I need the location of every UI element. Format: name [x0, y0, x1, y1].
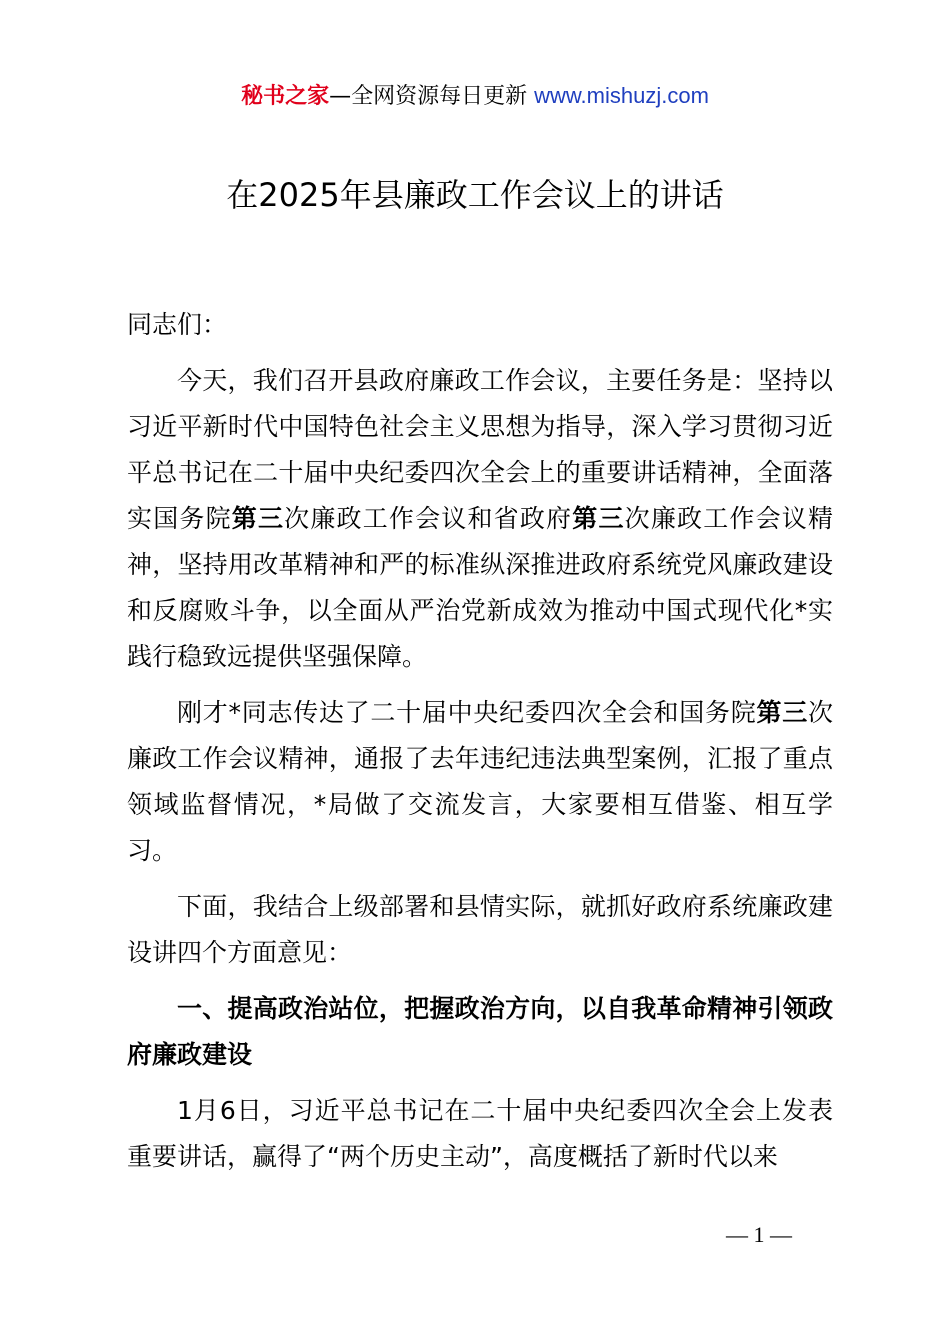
paragraph-review — [127, 690, 833, 874]
highlight-text: 第三 — [572, 504, 625, 533]
brand-name: 秘书之家 — [241, 84, 330, 109]
salutation: 同志们： — [127, 310, 228, 339]
paragraph-text: 今天，我们召开县政府廉政工作会议，主要任务是：坚持以习近平新时代中国特色社会主义思想为指导，深入学习贯彻习近平总书记在二十届中央纪委四次全会上的重要讲话精神，全面落实国务院 — [127, 366, 833, 533]
paragraph-text: 次廉政工作会议精神，坚持用改革精神和严的标准纵深推进政府系统党风廉政建设和反腐败斗争，以全面从严治党新成效为推动中国式现代化*实践行稳致远提供坚强保障。 — [127, 504, 833, 671]
site-header — [0, 80, 950, 113]
paragraph-text: 次廉政工作会议精神，通报了去年违纪违法典型案例，汇报了重点领域监督情况，*局做了交流发言，大家要相互借鉴、相互学习。 — [127, 698, 833, 865]
paragraph-outline: 下面，我结合上级部署和县情实际，就抓好政府系统廉政建设讲四个方面意见： — [127, 892, 833, 967]
header-tagline: —全网资源每日更新 — [329, 84, 528, 109]
paragraph-text: 刚才*同志传达了二十届中央纪委四次全会和国务院 — [177, 698, 757, 727]
paragraph-text: 次廉政工作会议和省政府 — [284, 504, 573, 533]
paragraph-opening — [127, 358, 833, 680]
paragraph-section1: 1月6日，习近平总书记在二十届中央纪委四次全会上发表重要讲话，赢得了“两个历史主动”，高度概括了新时代以来 — [127, 1096, 833, 1171]
site-url-link[interactable]: www.mishuzj.com — [534, 83, 709, 108]
section-heading-1: 一、提高政治站位，把握政治方向，以自我革命精神引领政府廉政建设 — [127, 994, 833, 1069]
page-number: — 1 — — [726, 1222, 792, 1247]
highlight-text: 第三 — [231, 504, 285, 533]
highlight-text: 第三 — [756, 698, 808, 727]
document-title: 在2025年县廉政工作会议上的讲话 — [226, 176, 724, 214]
document-body — [127, 302, 833, 1190]
